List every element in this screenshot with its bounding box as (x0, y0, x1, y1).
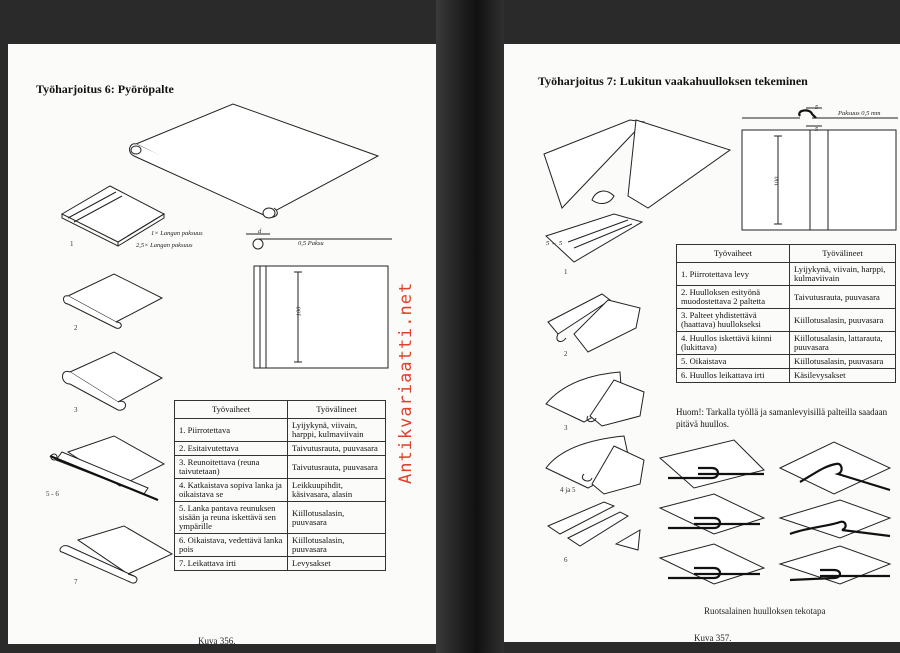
seam-sheet-illustration (540, 114, 740, 214)
left-page (8, 44, 436, 644)
table-row (175, 479, 386, 502)
table-cell-step: 1. Piirrotettava levy (677, 263, 790, 286)
table-row (175, 442, 386, 456)
table-cell-tools: Taivutusrauta, puuvasara (288, 442, 386, 456)
table-row (175, 534, 386, 557)
figure-2-plates (544, 292, 644, 352)
figure-number-6: 6 (564, 556, 568, 564)
right-work-table (676, 244, 896, 383)
table-cell-step: 5. Oikaistava (677, 355, 790, 369)
table-header-tools: Työvälineet (288, 401, 386, 419)
table-cell-tools: Taivutusrauta, puuvasara (790, 286, 896, 309)
table-cell-step: 4. Katkaistava sopiva lanka ja oikaistava se (175, 479, 288, 502)
book-gutter (436, 0, 504, 653)
table-cell-step: 2. Huulloksen esityönä muodostettava 2 paltetta (677, 286, 790, 309)
table-cell-step: 5. Lanka pantava reunuksen sisään ja reuna iskettävä sen ympärille (175, 502, 288, 534)
figure-number-2: 2 (74, 324, 78, 332)
table-cell-tools: Taivutusrauta, puuvasara (288, 456, 386, 479)
table-cell-tools: Kiillotusalasin, puuvasara (790, 355, 896, 369)
dim-5-5: 5 ← 5 (546, 240, 563, 247)
table-cell-tools: Levysakset (288, 557, 386, 571)
figure-number-1: 1 (70, 240, 74, 248)
table-header-tools: Työvälineet (790, 245, 896, 263)
watermark (396, 244, 422, 484)
dim-100-label: 100 (295, 306, 303, 317)
table-row (175, 419, 386, 442)
watermark-text: Antikvariaatti.net (396, 281, 416, 484)
table-row (677, 286, 896, 309)
right-page-caption: Kuva 357. (694, 633, 732, 642)
table-cell-tools: Lyijykynä, viivain, harppi, kulmaviivain (288, 419, 386, 442)
dim-5-top: 5 (815, 104, 819, 111)
figure-number-4-5: 4 ja 5 (560, 486, 576, 494)
table-cell-step: 4. Huullos iskettävä kiinni (lukittava) (677, 332, 790, 355)
table-cell-step: 3. Reunoitettava (reuna taivutetaan) (175, 456, 288, 479)
seam-cross-section (740, 104, 898, 254)
thread-1x-label: 1× Langan paksuus (151, 230, 203, 237)
table-row (175, 502, 386, 534)
figure-4-5-plates (544, 434, 644, 494)
table-cell-step: 3. Palteet yhdistettävä (haattava) huullokseksi (677, 309, 790, 332)
figure-number-5-6: 5 - 6 (46, 490, 59, 498)
table-cell-tools: Kiillotusalasin, puuvasara (288, 534, 386, 557)
table-cell-tools: Käsilevysakset (790, 369, 896, 383)
table-row (677, 369, 896, 383)
table-row (677, 263, 896, 286)
table-header-steps: Työvaiheet (677, 245, 790, 263)
figure-number-7: 7 (74, 578, 78, 586)
figure-3-plates (544, 370, 644, 430)
figure-3-plate (58, 350, 168, 412)
dim-5-bottom: 5 (815, 126, 819, 133)
figure-2-plate (58, 272, 168, 332)
figure-5-6-wire (48, 434, 178, 504)
right-page (504, 44, 900, 642)
table-cell-step: 1. Piirrotettava (175, 419, 288, 442)
swedish-seam-illustrations (654, 438, 900, 598)
cross-section-drawing (242, 230, 392, 370)
table-header-steps: Työvaiheet (175, 401, 288, 419)
thread-25x-label: 2,5× Langan paksuus (136, 242, 193, 249)
left-work-table (174, 400, 386, 571)
table-header-row (175, 401, 386, 419)
swedish-caption: Ruotsalainen huulloksen tekotapa (704, 606, 826, 616)
d-label: d (258, 228, 262, 235)
dim-100-label: 100 (773, 176, 781, 187)
left-page-caption: Kuva 356. (198, 636, 236, 644)
table-row (677, 332, 896, 355)
note-text: Huom!: Tarkalla työllä ja samanlevyisillä palteilla saadaan pitävä huullos. (676, 407, 888, 430)
figure-number-3: 3 (564, 424, 568, 432)
left-page-title: Työharjoitus 6: Pyöröpalte (36, 82, 174, 96)
table-cell-step: 7. Leikattava irti (175, 557, 288, 571)
right-page-title: Työharjoitus 7: Lukitun vaakahuulloksen tekeminen (538, 74, 808, 88)
table-cell-step: 2. Esitaivutettava (175, 442, 288, 456)
table-cell-tools: Kiillotusalasin, puuvasara (790, 309, 896, 332)
table-cell-tools: Lyijykynä, viivain, harppi, kulmaviivain (790, 263, 896, 286)
table-row (677, 355, 896, 369)
figure-number-3: 3 (74, 406, 78, 414)
table-row (677, 309, 896, 332)
table-row (175, 557, 386, 571)
table-cell-step: 6. Huullos leikattava irti (677, 369, 790, 383)
table-header-row (677, 245, 896, 263)
table-cell-tools: Kiillotusalasin, lattarauta, puuvasara (790, 332, 896, 355)
figure-number-1: 1 (564, 268, 568, 276)
figure-6-plates (544, 500, 644, 556)
thickness-label: 0,5 Paksu (298, 240, 324, 247)
table-cell-tools: Kiillotusalasin, puuvasara (288, 502, 386, 534)
table-cell-tools: Leikkuupihdit, käsivasara, alasin (288, 479, 386, 502)
table-cell-step: 6. Oikaistava, vedettävä lanka pois (175, 534, 288, 557)
figure-number-2: 2 (564, 350, 568, 358)
thickness-label: Paksuus 0,5 mm (838, 110, 881, 117)
table-row (175, 456, 386, 479)
